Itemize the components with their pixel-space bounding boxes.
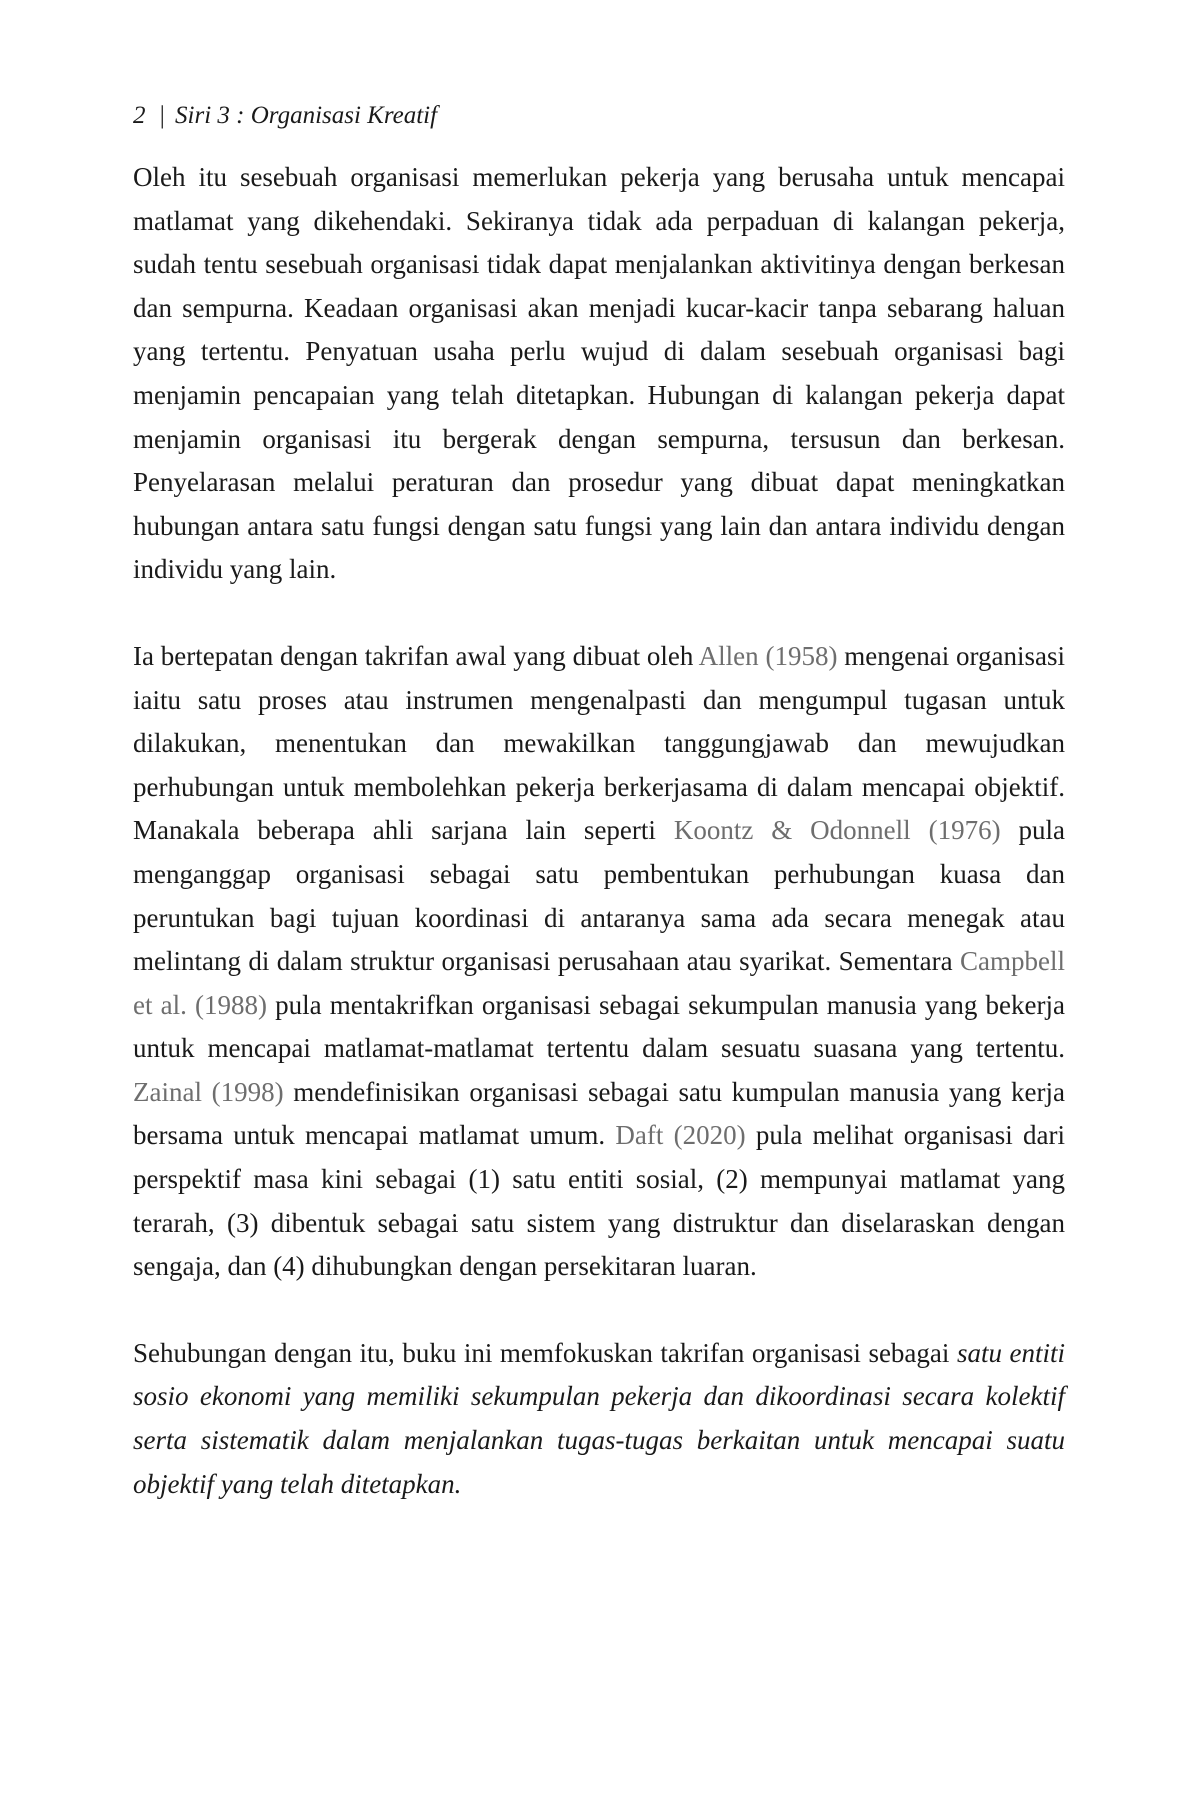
- paragraph-2-text: pula mentakrifkan organisasi sebagai sekumpulan manusia yang bekerja untuk mencapai matlamat-matlamat tertentu dalam sesuatu suasana yang tertentu.: [133, 989, 1065, 1064]
- paragraph-2-text: Ia bertepatan dengan takrifan awal yang dibuat oleh: [133, 640, 699, 671]
- paragraph-2-text: mendefinisikan organisasi sebagai satu kumpulan manusia yang kerja bersama untuk mencapai matlamat umum.: [133, 1076, 1065, 1151]
- running-header: [133, 96, 1065, 136]
- paragraph-3: [133, 1332, 1065, 1506]
- citation-allen: Allen (1958): [698, 640, 838, 671]
- organisation-definition: satu entiti sosio ekonomi yang memiliki sekumpulan pekerja dan dikoordinasi secara kolektif serta sistematik dalam menjalankan tugas-tugas berkaitan untuk mencapai suatu objektif yang telah ditetapkan.: [133, 1337, 1065, 1499]
- paragraph-1: Oleh itu sesebuah organisasi memerlukan pekerja yang berusaha untuk mencapai matlamat yang dikehendaki. Sekiranya tidak ada perpaduan di kalangan pekerja, sudah tentu sesebuah organisasi tidak dapat menjalankan aktivitinya dengan berkesan dan sempurna. Keadaan organisasi akan menjadi kucar-kacir tanpa sebarang haluan yang tertentu. Penyatuan usaha perlu wujud di dalam sesebuah organisasi bagi menjamin pencapaian yang telah ditetapkan. Hubungan di kalangan pekerja dapat menjamin organisasi itu bergerak dengan sempurna, tersusun dan berkesan. Penyelarasan melalui peraturan dan prosedur yang dibuat dapat meningkatkan hubungan antara satu fungsi dengan satu fungsi yang lain dan antara individu dengan individu yang lain.: [133, 162, 1065, 585]
- header-separator: |: [159, 102, 165, 129]
- running-title: Siri 3 : Organisasi Kreatif: [175, 102, 438, 129]
- citation-campbell: Campbell et al. (1988): [133, 946, 1065, 1020]
- paragraph-2-text: mengenai organisasi iaitu satu proses atau instrumen mengenalpasti dan mengumpul tugasan untuk dilakukan, menentukan dan mewakilkan tanggungjawab dan mewujudkan perhubungan untuk membolehkan pekerja berkerjasama di dalam mencapai objektif. Manakala beberapa ahli sarjana lain seperti: [133, 640, 1065, 846]
- paragraph-2-text: pula menganggap organisasi sebagai satu pembentukan perhubungan kuasa dan peruntukan bagi tujuan koordinasi di antaranya sama ada secara menegak atau melintang di dalam struktur organisasi perusahaan atau syarikat. Sementara: [133, 815, 1066, 977]
- page-content: [133, 96, 1065, 1549]
- paragraph-2-text: pula melihat organisasi dari perspektif masa kini sebagai (1) satu entiti sosial, (2) mempunyai matlamat yang terarah, (3) dibentuk sebagai satu sistem yang distruktur dan diselaraskan dengan sengaja, dan (4) dihubungkan dengan persekitaran luaran.: [133, 1120, 1065, 1282]
- paragraph-3-intro: Sehubungan dengan itu, buku ini memfokuskan takrifan organisasi sebagai: [133, 1337, 957, 1368]
- citation-koontz-odonnell: Koontz & Odonnell (1976): [673, 815, 1001, 846]
- page-number: 2: [133, 102, 146, 129]
- citation-zainal: Zainal (1998): [133, 1076, 284, 1107]
- paragraph-2: [133, 635, 1065, 1289]
- citation-daft: Daft (2020): [615, 1120, 746, 1151]
